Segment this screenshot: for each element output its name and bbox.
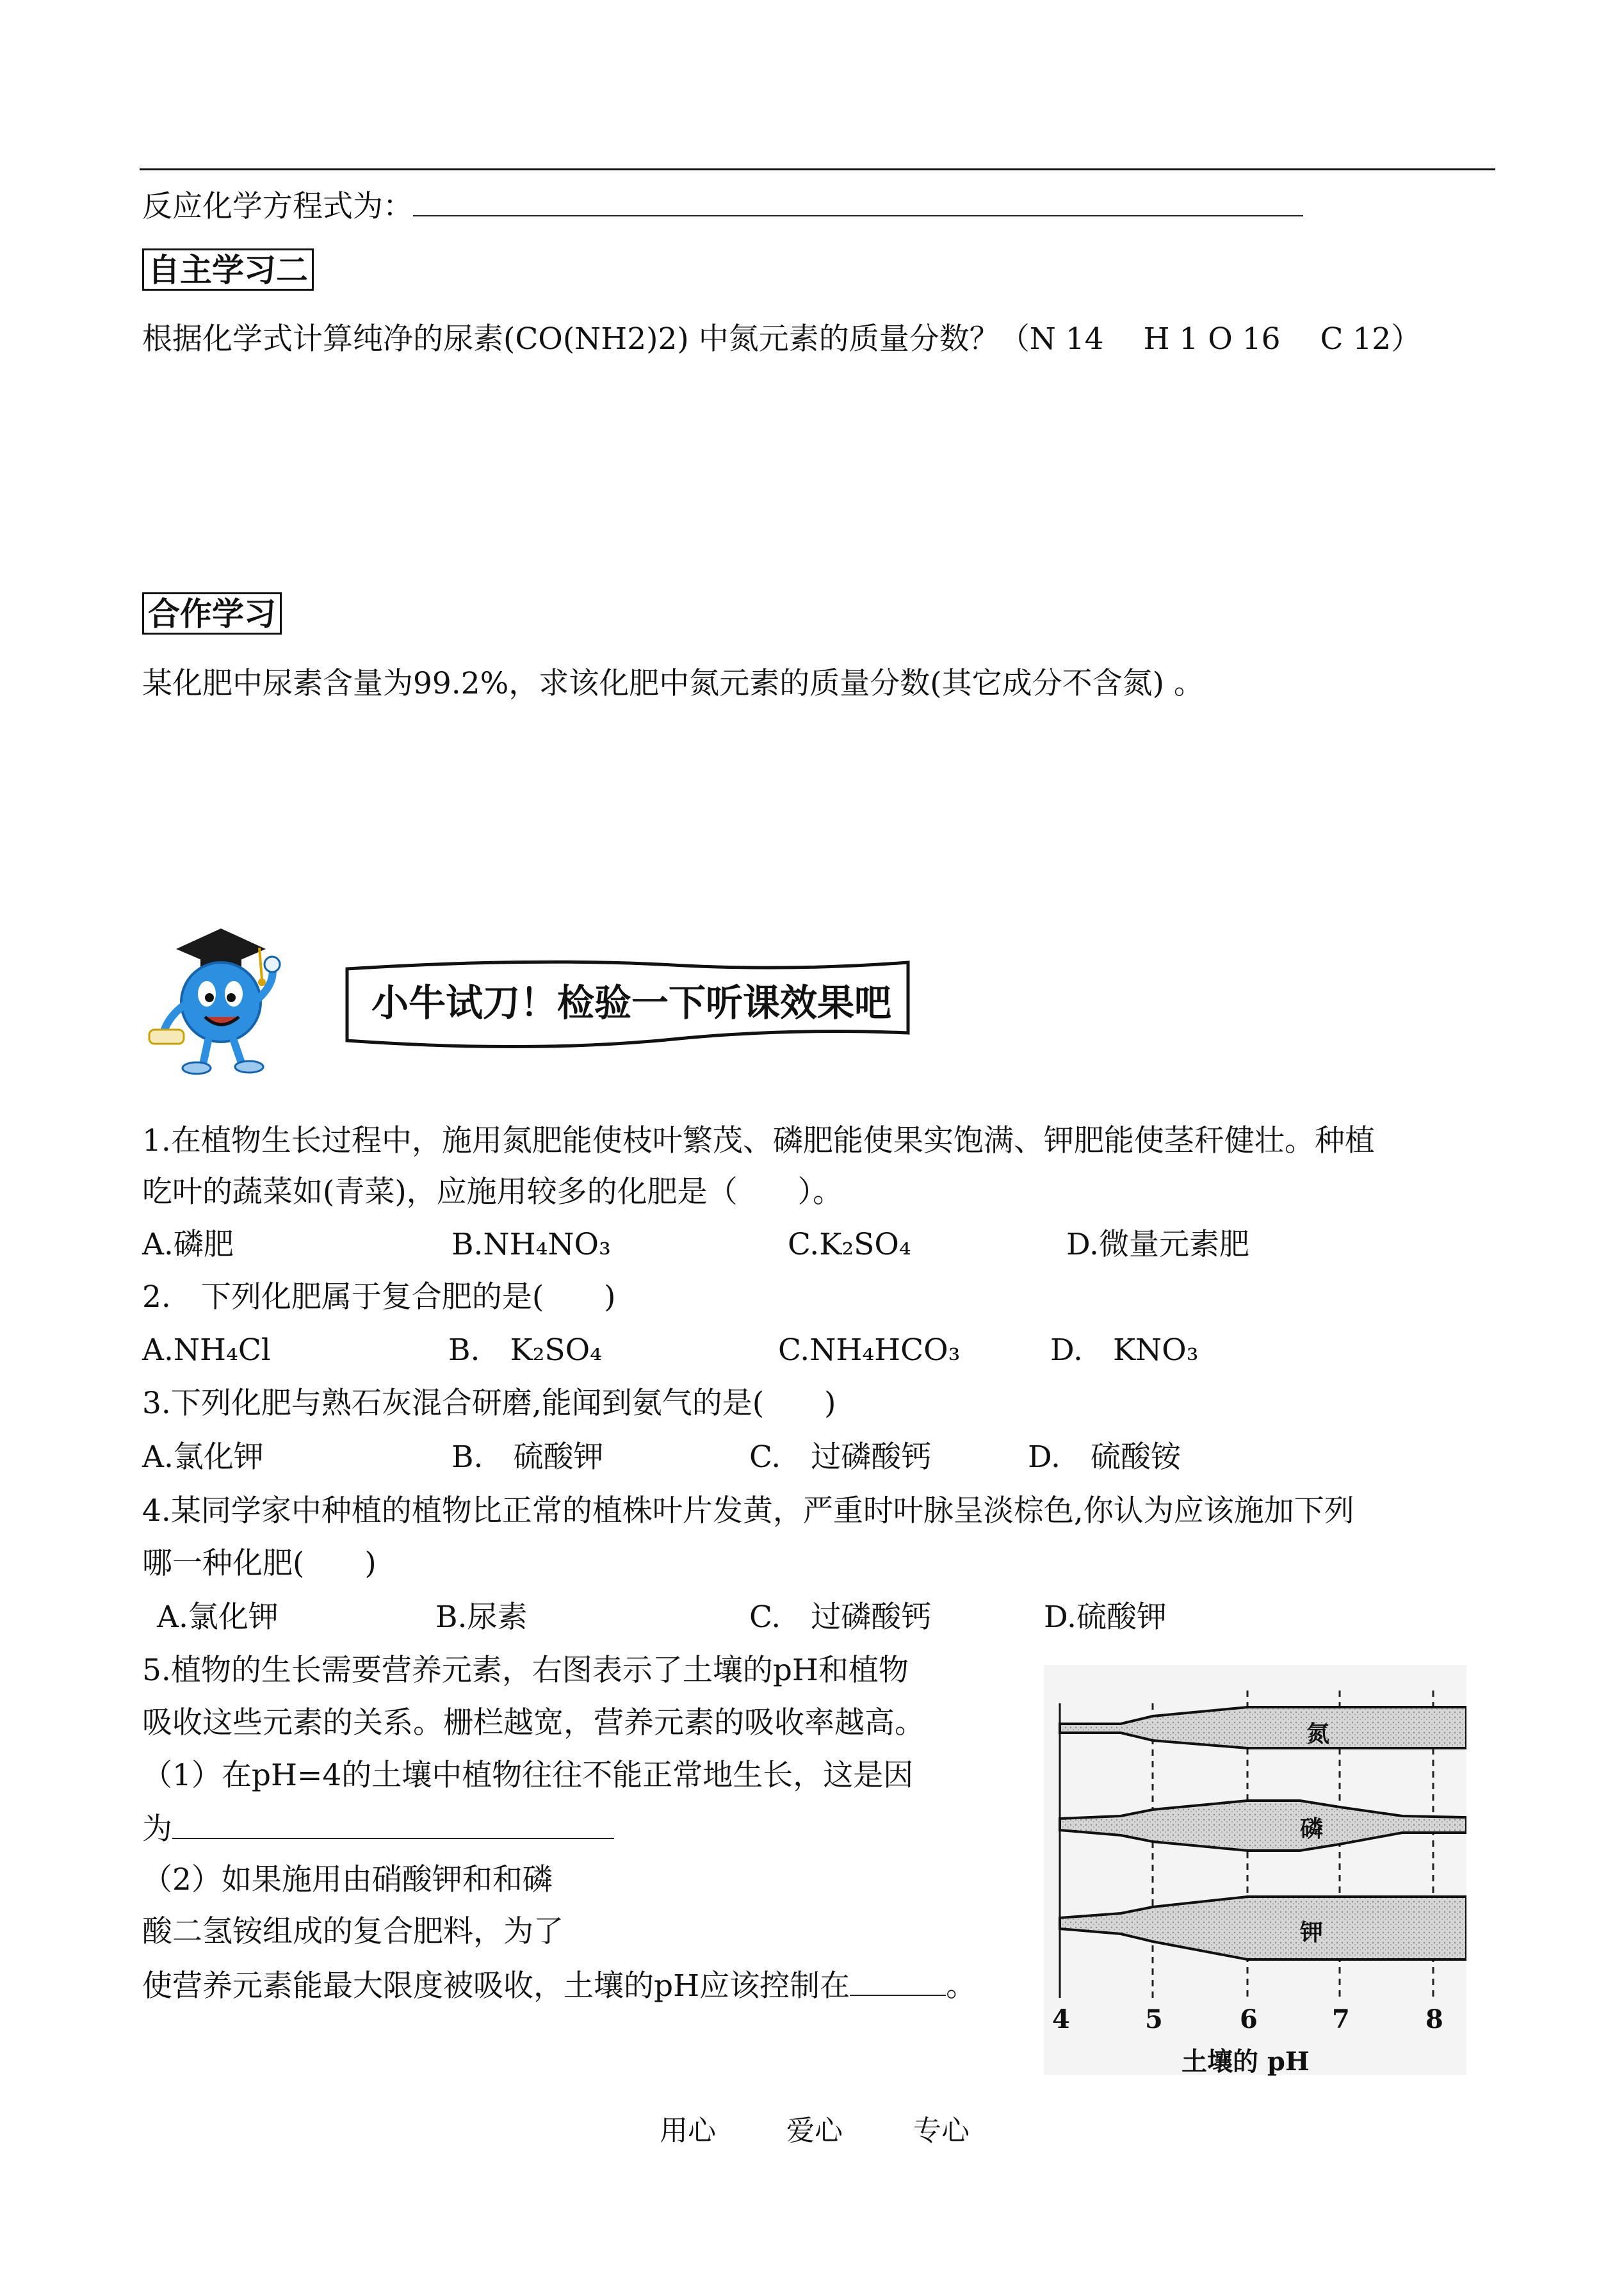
q4-option-d[interactable]: D.硫酸钾 (1044, 1600, 1167, 1635)
q1-line1: 1.在植物生长过程中，施用氮肥能使枝叶繁茂、磷肥能使果实饱满、钾肥能使茎秆健壮。种植 (142, 1123, 1375, 1158)
q5-part1-cont: 为 (142, 1812, 172, 1847)
banner-frame (339, 957, 916, 1066)
footer-item-1: 用心 (660, 2114, 716, 2147)
q2-option-a[interactable]: A.NH₄Cl (142, 1333, 271, 1368)
q1-option-a[interactable]: A.磷肥 (142, 1227, 234, 1262)
equation-blank[interactable] (413, 190, 1303, 216)
q5-part2-b: 酸二氢铵组成的复合肥料，为了 (142, 1914, 564, 1949)
nitrogen-band (1060, 1707, 1466, 1748)
tick-label-8: 8 (1425, 2004, 1443, 2034)
q1-option-d[interactable]: D.微量元素肥 (1066, 1227, 1249, 1262)
q3-option-a[interactable]: A.氯化钾 (142, 1439, 264, 1475)
band-label-nitrogen: 氮 (1306, 1721, 1330, 1748)
q3-option-d[interactable]: D. 硫酸铵 (1028, 1439, 1181, 1475)
page-footer (660, 2114, 970, 2147)
banner-text: 小牛试刀！检验一下听课效果吧 (371, 981, 892, 1025)
q4-line1: 4.某同学家中种植的植物比正常的植株叶片发黄，严重时叶脉呈淡棕色,你认为应该施加下列 (142, 1493, 1354, 1529)
q5-part2-c: 使营养元素能最大限度被吸收，土壤的pH应该控制在 (142, 1968, 850, 2004)
q3-option-c[interactable]: C. 过磷酸钙 (749, 1439, 932, 1475)
graduate-cap-mascot-icon (144, 922, 304, 1076)
equation-line (142, 190, 1303, 222)
q4-option-a[interactable]: A.氯化钾 (157, 1600, 279, 1635)
q5-part2-blank[interactable] (850, 1969, 946, 1996)
tick-label-6: 6 (1240, 2004, 1258, 2034)
q1-line2: 吃叶的蔬菜如(青菜)，应施用较多的化肥是（ ）。 (142, 1174, 843, 1210)
self-study-2-question: 根据化学式计算纯净的尿素(CO(NH2)2) 中氮元素的质量分数？（N 14 H 1 O 16 C 12） (142, 321, 1422, 357)
q3-stem: 3.下列化肥与熟石灰混合研磨,能闻到氨气的是( ) (142, 1386, 836, 1421)
section-heading-cooperative: 合作学习 (142, 592, 282, 635)
q5-line1: 5.植物的生长需要营养元素，右图表示了土壤的pH和植物 (142, 1653, 909, 1688)
q4-line2: 哪一种化肥( ) (142, 1546, 377, 1581)
footer-item-3: 专心 (913, 2114, 970, 2147)
q5-part2-a: （2）如果施用由硝酸钾和和磷 (142, 1862, 553, 1897)
footer-item-2: 爱心 (786, 2114, 843, 2147)
q5-part1-answer-line (142, 1812, 614, 1847)
q5-line2: 吸收这些元素的关系。栅栏越宽，营养元素的吸收率越高。 (142, 1705, 925, 1740)
q1-option-c[interactable]: C.K₂SO₄ (788, 1227, 911, 1262)
section-heading-self-study-2: 自主学习二 (142, 248, 314, 291)
q1-option-b[interactable]: B.NH₄NO₃ (451, 1227, 611, 1262)
q2-stem: 2. 下列化肥属于复合肥的是( ) (142, 1279, 616, 1315)
x-axis-label: 土壤的 pH (1181, 2047, 1310, 2077)
q2-option-d[interactable]: D. KNO₃ (1050, 1333, 1199, 1368)
tick-label-7: 7 (1332, 2004, 1350, 2034)
q4-option-b[interactable]: B.尿素 (435, 1600, 528, 1635)
phosphorus-band (1060, 1801, 1466, 1851)
band-label-potassium: 钾 (1300, 1919, 1324, 1946)
tick-label-5: 5 (1145, 2004, 1163, 2034)
ph-absorption-figure (1044, 1665, 1466, 2075)
q2-option-c[interactable]: C.NH₄HCO₃ (778, 1333, 961, 1368)
tick-label-4: 4 (1052, 2004, 1070, 2034)
potassium-band (1060, 1897, 1466, 1959)
q5-part2-end: 。 (946, 1968, 977, 2004)
header-rule (140, 168, 1495, 170)
q4-option-c[interactable]: C. 过磷酸钙 (749, 1600, 932, 1635)
band-label-phosphorus: 磷 (1300, 1815, 1324, 1842)
q5-part1-blank[interactable] (172, 1812, 614, 1839)
q5-part2-c-line (142, 1968, 977, 2004)
q5-part1: （1）在pH=4的土壤中植物往往不能正常地生长，这是因 (142, 1758, 914, 1793)
cooperative-question: 某化肥中尿素含量为99.2%，求该化肥中氮元素的质量分数(其它成分不含氮) 。 (142, 666, 1204, 701)
q3-option-b[interactable]: B. 硫酸钾 (451, 1439, 604, 1475)
equation-prompt: 反应化学方程式为： (142, 189, 413, 224)
q2-option-b[interactable]: B. K₂SO₄ (448, 1333, 603, 1368)
